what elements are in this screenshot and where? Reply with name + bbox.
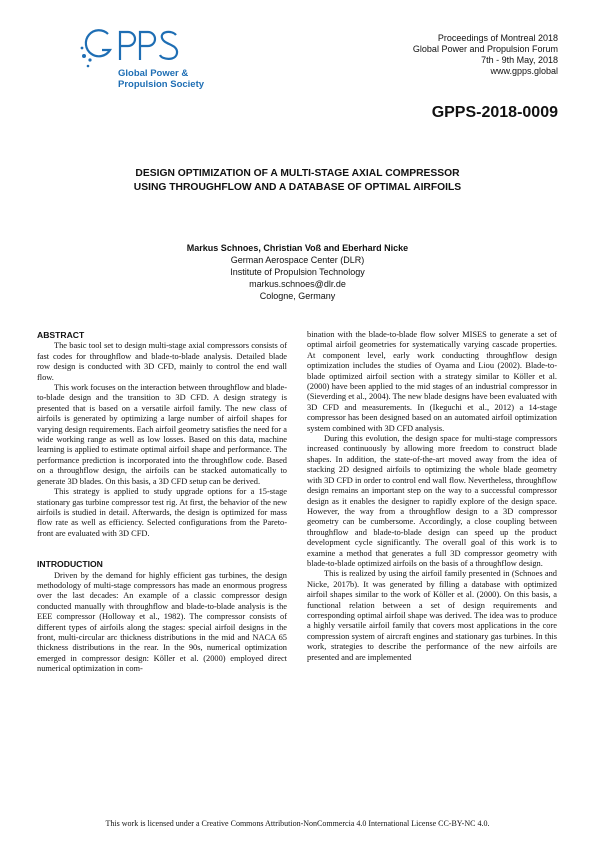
gpps-logo (80, 26, 230, 96)
abstract-heading: ABSTRACT (37, 330, 85, 340)
introduction-heading: INTRODUCTION (37, 559, 103, 570)
logo-text-line2: Propulsion Society (118, 79, 205, 90)
author-block (0, 242, 595, 302)
abstract-paragraph: This work focuses on the interaction between throughflow and blade-to-blade design and the transition to 3D CFD. A design strategy is presented that is based on a versatile airfoil family. The new class of airfoils is generated by optimizing a large number of airfoil shapes for varying design requirements. Each airfoil geometry satisfies the need for a wide working range as well as low losses. Based on this data, machine learning is applied to estimate optimal airfoil shape and performance. The performance prediction is incorporated into the throughflow code. Based on a throughflow design, the airfoils can be stacked automatically to generate 3D blades. On this basis, a 3D CFD setup can be derived. (37, 383, 287, 486)
license-footer: This work is licensed under a Creative Commons Attribution-NonCommercia 4.0 International License CC-BY-NC 4.0. (105, 819, 490, 828)
introduction-paragraph: Driven by the demand for highly efficient gas turbines, the design methodology of multi-stage compressors has made an enormous progress over the last decades: An example of a classic compressor design conducted manually with throughflow and blade-to-blade analysis is the EEE compressor (Holloway et al., 1982). The compressor consists of different types of airfoils along the stages: special airfoil designs in the front, multi-circular arc thickness distributions in the mid and NACA 65 thickness distributions in the rear. In the 90s, numerical optimization emerged in compressor design: Köller et al. (2000) employed direct numerical optimization in com- (37, 570, 287, 674)
title-line-1: DESIGN OPTIMIZATION OF A MULTI-STAGE AXIAL COMPRESSOR (135, 168, 460, 179)
paper-title (0, 167, 595, 195)
forum-name: Global Power and Propulsion Forum (412, 44, 558, 54)
paper-id: GPPS-2018-0009 (431, 104, 558, 121)
left-column (37, 330, 287, 675)
introduction-paragraph: During this evolution, the design space for multi-stage compressors increased continuously by allowing more freedom to construct blade shapes. In addition, the state-of-the-art moved away from the idea of stacking 2D designed airfoils to optimizing the whole blade geometry with 3D CFD in order to control end wall flow. Nevertheless, throughflow design remains an important step on the way to a successful compressor design as it enables the designer to rapidly explore of the design space. However, the way from a throughflow design to a 3D compressor geometry can be cumbersome. Accordingly, a close coupling between throughflow and blade-to-blade design can speed up the product development cycle significantly. The overall goal of this work is to examine a method that generates a full 3D compressor geometry with blade-to-blade optimized airfoils on the basis of a throughflow design. (307, 434, 557, 568)
authors: Markus Schnoes, Christian Voß and Eberhard Nicke (186, 243, 409, 253)
logo-text-line1: Global Power & (118, 68, 189, 79)
right-column (307, 330, 557, 663)
author-email[interactable]: markus.schnoes@dlr.de (249, 279, 346, 289)
introduction-paragraph-continued: bination with the blade-to-blade flow solver MISES to generate a set of optimal airfoil geometries for systematically varying cascade properties. At component level, early work conducting throughflow design optimization includes the studies of Oyama and Liou (2002). Blade-to-blade optimized airfoil section with a strategy similar to Köller et al. (2000) have been applied to the mid stages of an industrial compressor in (Sieverding et al., 2004). The new blade designs have been evaluated with 3D CFD and measurements. In (Ikeguchi et al., 2012) a 14-stage compressor has been designed based on an automated airfoil optimization system combined with 3D CFD analysis. (307, 330, 557, 433)
proceedings-name: Proceedings of Montreal 2018 (437, 33, 558, 43)
conference-dates: 7th - 9th May, 2018 (481, 55, 558, 65)
website-link[interactable]: www.gpps.global (490, 66, 558, 76)
title-line-2: USING THROUGHFLOW AND A DATABASE OF OPTIMAL AIRFOILS (133, 182, 462, 193)
affiliation-institute: Institute of Propulsion Technology (230, 267, 365, 277)
affiliation-org: German Aerospace Center (DLR) (230, 255, 365, 265)
proceedings-block (413, 33, 558, 77)
gpps-logo-icon (80, 26, 230, 68)
abstract-paragraph: The basic tool set to design multi-stage axial compressors consists of fast codes for throughflow and blade-to-blade analysis. Detailed blade row design is conducted with 3D CFD, mainly to control the end wall flow. (37, 341, 287, 382)
abstract-paragraph: This strategy is applied to study upgrade options for a 15-stage stationary gas turbine compressor test rig. At first, the behavior of the new airfoils is studied in detail. Afterwards, the design is optimized for mass flow rate as well as efficiency. Selected configurations from the Pareto-front are evaluated with 3D CFD. (37, 487, 287, 538)
affiliation-city: Cologne, Germany (259, 291, 336, 301)
introduction-paragraph: This is realized by using the airfoil family presented in (Schnoes and Nicke, 2017b). It was generated by filling a database with optimized airfoil shapes similar to the work of Köller et al. (2000). On this basis, a functional relation between a set of design requirements and corresponding optimal airfoil shape was derived. The idea was to produce a highly versatile airfoil family that covers most applications in the core compression system of aircraft engines and stationary gas turbines. In this work, strategies to describe the performance of the new airfoils are presented and are implemented (307, 569, 557, 662)
